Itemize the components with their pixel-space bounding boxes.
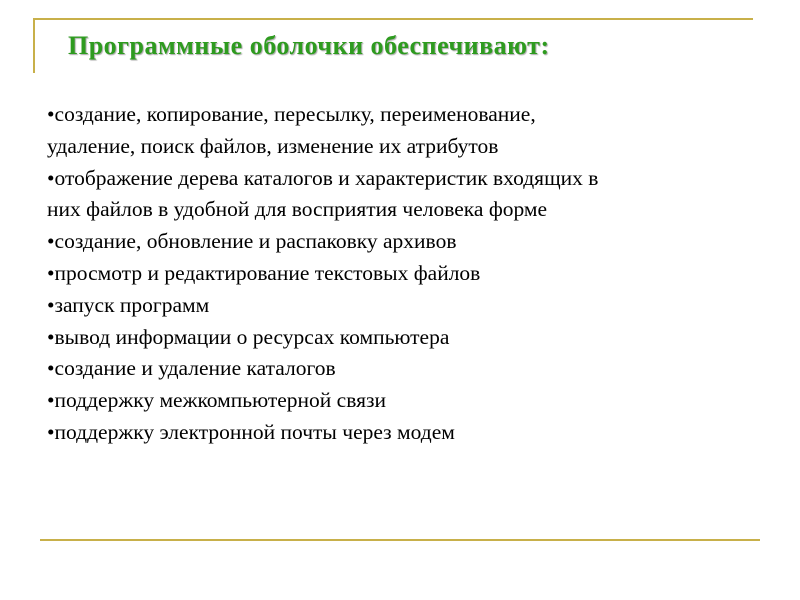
top-divider [35, 18, 753, 20]
list-line: •просмотр и редактирование текстовых файлов [47, 260, 481, 285]
feature-list [47, 99, 767, 449]
list-line: •создание, копирование, пересылку, переименование, [47, 102, 536, 126]
left-divider [33, 18, 35, 73]
list-line: удаление, поиск файлов, изменение их атрибутов [47, 133, 499, 158]
bottom-divider [40, 539, 760, 541]
list-line: •поддержку электронной почты через модем [47, 419, 455, 444]
list-line: •поддержку межкомпьютерной связи [47, 388, 386, 413]
list-line: •отображение дерева каталогов и характеристик входящих в [47, 165, 599, 190]
list-line: •запуск программ [47, 292, 210, 317]
list-line: них файлов в удобной для восприятия человека форме [47, 197, 548, 222]
list-line: •создание и удаление каталогов [47, 356, 336, 381]
slide-title: Программные оболочки обеспечивают: [68, 31, 550, 60]
list-line: •создание, обновление и распаковку архивов [47, 229, 457, 254]
list-line: •вывод информации о ресурсах компьютера [47, 324, 450, 349]
